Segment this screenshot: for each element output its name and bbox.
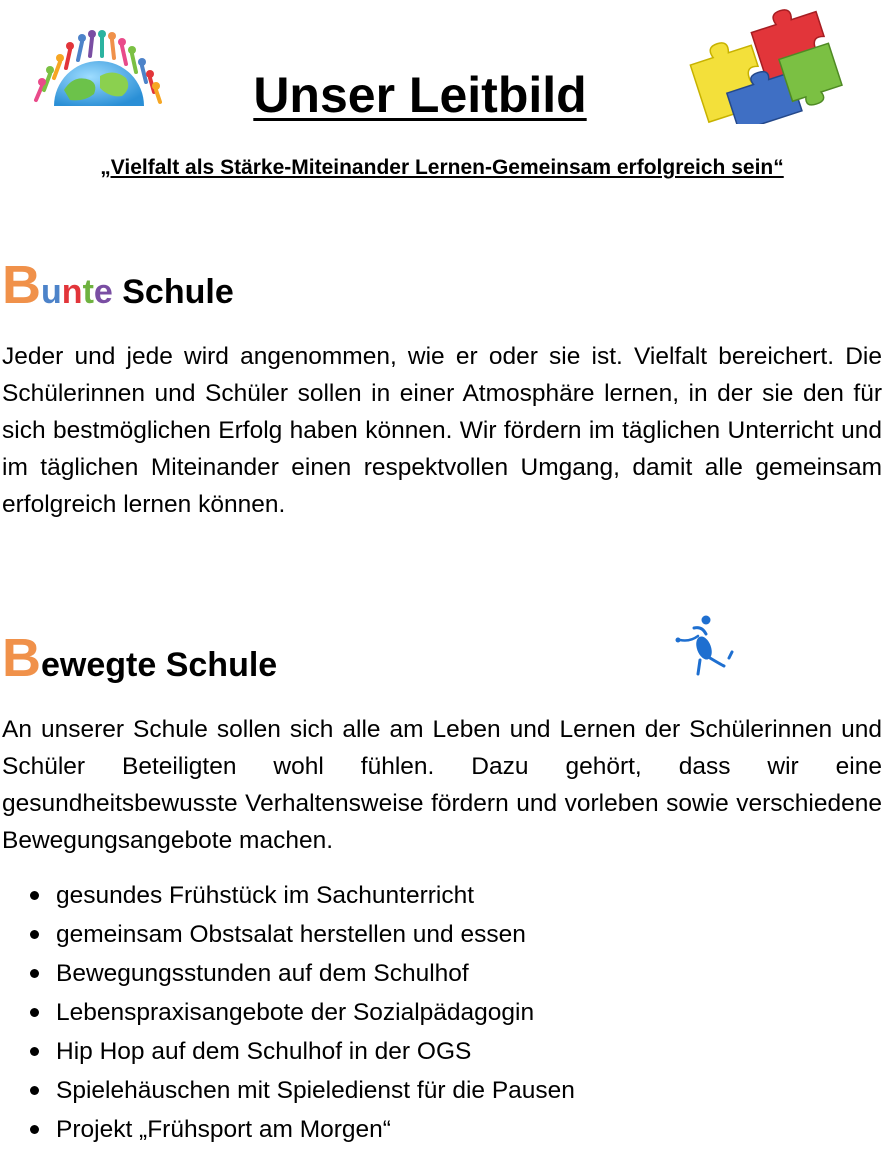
list-item xyxy=(0,993,860,1032)
activity-list xyxy=(0,876,860,1149)
heading-rest: Schule xyxy=(112,273,234,311)
bullet-icon xyxy=(30,1008,39,1017)
heading-letter: n xyxy=(61,273,83,311)
heading-first-letter: B xyxy=(2,628,41,688)
heading-letter: t xyxy=(82,273,94,311)
heading-letter: u xyxy=(41,273,62,311)
list-item xyxy=(0,1110,860,1149)
list-item xyxy=(0,915,860,954)
section-heading-bewegte-schule xyxy=(2,628,278,688)
bullet-icon xyxy=(30,1047,39,1056)
list-item-text: Spielehäuschen mit Spieledienst für die Pausen xyxy=(56,1077,575,1104)
list-item-text: gesundes Frühstück im Sachunterricht xyxy=(56,882,475,909)
bullet-icon xyxy=(30,1086,39,1095)
list-item-text: Lebenspraxisangebote der Sozialpädagogin xyxy=(56,999,535,1026)
bullet-icon xyxy=(30,930,39,939)
heading-letter: B xyxy=(2,255,41,315)
list-item xyxy=(0,954,860,993)
runner-figure-icon xyxy=(666,612,742,680)
list-item-text: gemeinsam Obstsalat herstellen und essen xyxy=(56,921,526,948)
heading-rest: ewegte Schule xyxy=(41,646,278,684)
list-item-text: Projekt „Frühsport am Morgen“ xyxy=(56,1116,391,1143)
bullet-icon xyxy=(30,1125,39,1134)
bullet-icon xyxy=(30,891,39,900)
list-item xyxy=(0,1071,860,1110)
section-heading-bunte-schule xyxy=(2,255,234,315)
heading-letter: e xyxy=(93,273,113,311)
bullet-icon xyxy=(30,969,39,978)
list-item-text: Hip Hop auf dem Schulhof in der OGS xyxy=(56,1038,472,1065)
list-item xyxy=(0,876,860,915)
list-item xyxy=(0,1032,860,1071)
page-title: Unser Leitbild xyxy=(253,67,587,123)
list-item-text: Bewegungsstunden auf dem Schulhof xyxy=(56,960,469,987)
section-paragraph: An unserer Schule sollen sich alle am Leben und Lernen der Schülerinnen und Schüler Beteiligten wohl fühlen. Dazu gehört, dass wir eine gesundheitsbewusste Verhaltensweise fördern und vorleben sowie verschiedene Bewegungsangebote machen. xyxy=(2,716,882,854)
section-paragraph: Jeder und jede wird angenommen, wie er oder sie ist. Vielfalt bereichert. Die Schülerinnen und Schüler sollen in einer Atmosphäre lernen, in der sie den für sich bestmöglichen Erfolg haben können. Wir fördern im täglichen Unterricht und im täglichen Miteinander einen respektvollen Umgang, damit alle gemeinsam erfolgreich lernen können. xyxy=(2,343,882,518)
motto: „Vielfalt als Stärke-Miteinander Lernen-Gemeinsam erfolgreich sein“ xyxy=(100,156,784,179)
